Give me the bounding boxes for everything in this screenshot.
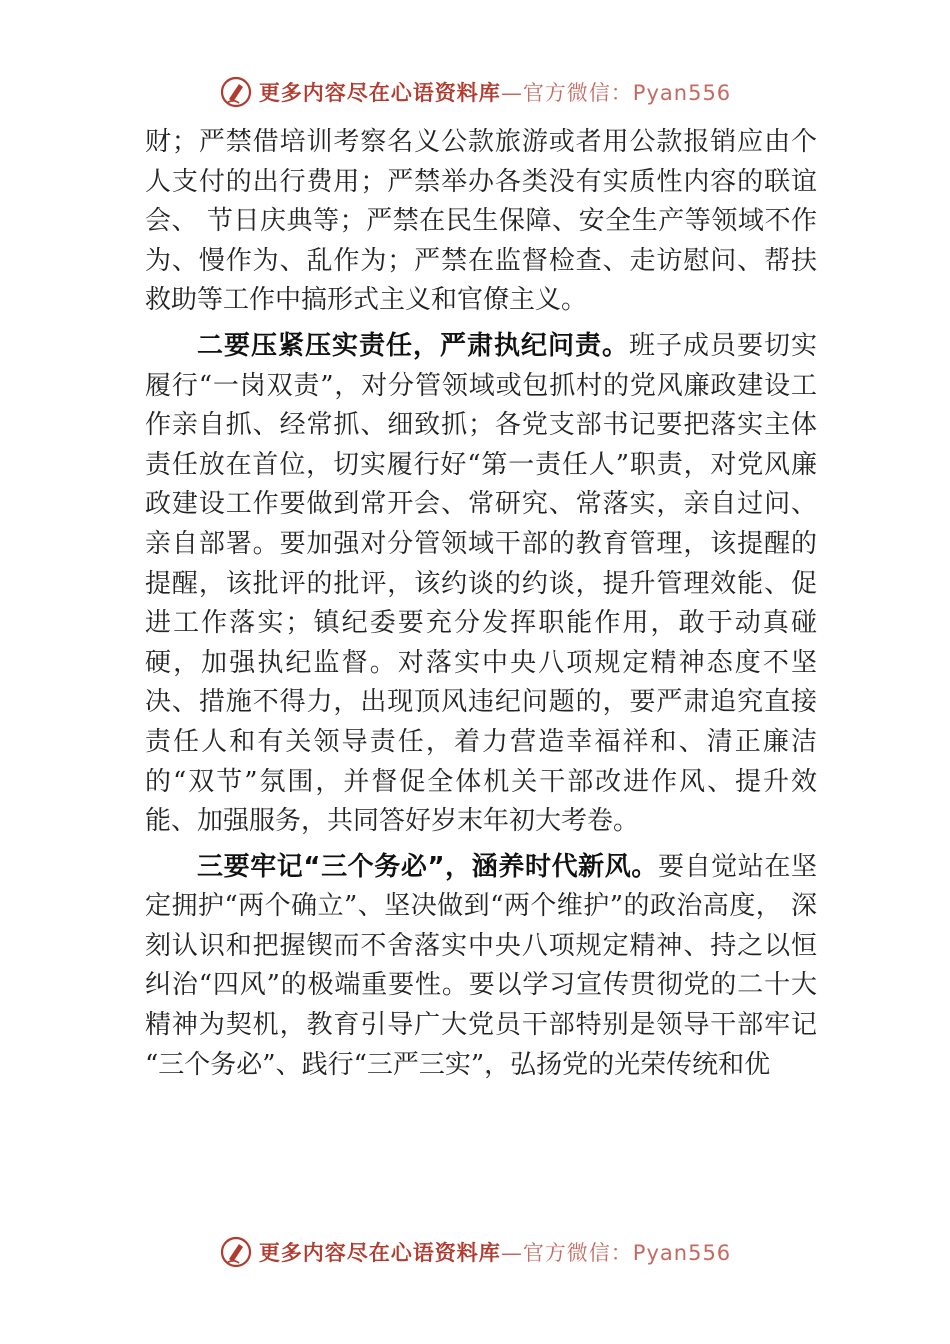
pen-nib-circle-icon bbox=[219, 1235, 253, 1269]
banner-title: 更多内容尽在心语资料库 bbox=[258, 80, 501, 105]
pen-nib-circle-icon bbox=[219, 75, 253, 109]
paragraph-2-text: 班子成员要切实履行“一岗双责”，对分管领域或包抓村的党风廉政建设工作亲自抓、经常抓、细致抓；各党支部书记要把落实主体责任放在首位，切实履行好“第一责任人”职责，对党风廉政建设工作要做到常开会、常研究、常落实，亲自过问、亲自部署。要加强对分管领域干部的教育管理，该提醒的提醒，该批评的批评，该约谈的约谈，提升管理效能、促进工作落实；镇纪委要充分发挥职能作用，敢于动真碰硬，加强执纪监督。对落实中央八项规定精神态度不坚决、措施不得力，出现顶风违纪问题的，要严肃追究直接责任人和有关领导责任，着力营造幸福祥和、清正廉洁的“双节”氛围，并督促全体机关干部改进作风、提升效能、加强服务，共同答好岁末年初大考卷。 bbox=[145, 330, 817, 837]
banner-wechat: —官方微信：Pyan556 bbox=[500, 81, 732, 105]
banner-wechat: —官方微信：Pyan556 bbox=[500, 1241, 732, 1265]
banner-title: 更多内容尽在心语资料库 bbox=[258, 1240, 501, 1265]
paragraph-2 bbox=[145, 327, 817, 842]
paragraph-2-lead: 二要压紧压实责任，严肃执纪问责。 bbox=[197, 330, 629, 361]
paragraph-1-text: 财；严禁借培训考察名义公款旅游或者用公款报销应由个人支付的出行费用；严禁举办各类没有实质性内容的联谊会、 节日庆典等；严禁在民生保障、安全生产等领域不作为、慢作为、乱作为；严禁在监督检查、走访慰问、帮扶救助等工作中搞形式主义和官僚主义。 bbox=[145, 127, 817, 316]
paragraph-3-text: 要自觉站在坚定拥护“两个确立”、坚决做到“两个维护”的政治高度， 深刻认识和把握锲而不舍落实中央八项规定精神、持之以恒纠治“四风”的极端重要性。要以学习宣传贯彻党的二十大精神为契机，教育引导广大党员干部特别是领导干部牢记 “三个务必”、践行“三严三实”，弘扬党的光荣传统和优 bbox=[145, 851, 817, 1080]
paragraph-1 bbox=[145, 123, 817, 321]
document-body bbox=[145, 123, 817, 1085]
footer-banner bbox=[0, 1232, 950, 1272]
paragraph-3 bbox=[145, 848, 817, 1086]
header-banner bbox=[0, 72, 950, 112]
paragraph-3-lead: 三要牢记“三个务必”，涵养时代新风。 bbox=[197, 851, 658, 882]
